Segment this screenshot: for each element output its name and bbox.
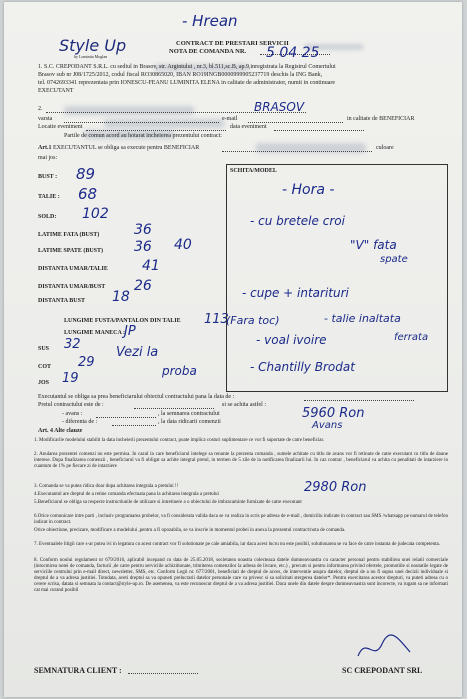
latime-spate-extra: 40	[174, 237, 192, 253]
party2-label: 2.	[38, 106, 43, 112]
art2-line: Executantul se obliga sa prea beneficiarului obiectul contractului pana la data de :	[38, 394, 235, 400]
avans-label: - avans :	[62, 411, 83, 417]
diferenta-handwritten: 2980 Ron	[304, 480, 367, 495]
party1-line2: Brasov sub nr J08/1725/2012, codul fiscal RO30865020, IBAN RO19INGB0000999905237719 deschis la ING Bank,	[38, 72, 323, 78]
bust-value: 89	[76, 165, 96, 183]
schita-line10: - Chantilly Brodat	[250, 360, 355, 374]
clause-8: 8. Conform noului regulament nr 679/2016, aplicabil incepand cu data de 25.05.2018, societatea noastra colecteaza datele dumneavoastra cu caracter personal pentru stabilirea unei relatii comerciale (intocmirea notei de comanda, facturii ,de catre pentru serviciile achizitionate, trimiterea comenzilor la adresa de livrare, etc.) , precum si pentru informarea privind ofertele, promotiile si noutatile legate de serviciile centrului prin e-mail direct, newsletter, SMS, etc. Conform Legii nr. 677/2001, beneficiati de dreptul de acces, de interventie asupra datelor, dreptul de a nu fi supus unei decizii individuale si dreptul de a va adresa justitiei. Totodata, aveti dreptul sa va opuneti prelucrarii datelor personale care va privesc si sa solicitati stergerea datelor*. Pentru exercitarea acestor drepturi, va puteti adresa cu o cerere scrisa, datata si semnata la contact@style-up.ro. De asemenea, va este recunoscut dreptul de a va adresa justitiei. Daca unele din datele despre dumneavoastra sunt incorecte, va rugam sa ne informati cat mai curand posibil	[34, 558, 448, 594]
schita-line8: - voal ivoire	[256, 333, 327, 347]
locatie-line	[86, 130, 226, 131]
data-eveniment-label: data eveniment	[230, 124, 267, 130]
art4-label: Art. 4 Alte clauze	[38, 428, 83, 434]
maneca-value: JP	[124, 324, 136, 339]
note-vezi-la: Vezi la	[116, 345, 159, 360]
redaction	[104, 119, 224, 128]
email-label: e-mail	[222, 116, 238, 122]
clause-3: 3. Comanda se va putea ridica doar dupa achitarea integrala a pretului !!	[34, 484, 179, 489]
note-proba: proba	[162, 364, 197, 378]
culoare-label: culoare	[376, 145, 394, 151]
mai-jos: mai jos:	[38, 155, 58, 161]
art2-date-line	[304, 400, 414, 401]
umar-talie-value: 41	[142, 258, 160, 274]
clause-5: 5.Beneficiarul se obliga sa respecte instructiunile de utilizare si intretinere a o obiectului de imbracaminte furnizate de catre executant	[34, 500, 302, 505]
schita-line3: "V" fata	[350, 238, 397, 252]
schita-title: SCHITA/MODEL	[230, 168, 277, 174]
latime-spate-label: LATIME SPATE (BUST)	[38, 248, 104, 254]
comun-acord: Partile de comun acord au hotarat incheierea prezentului contract:	[64, 133, 222, 139]
dist-bust-value: 18	[112, 289, 130, 305]
maneca-label: LUNGIME MANECA :	[64, 330, 125, 336]
redaction	[64, 106, 194, 115]
contract-subtitle: NOTA DE COMANDA NR.	[169, 48, 247, 55]
company-signature-scribble	[354, 632, 414, 664]
clause-7: 7. Eventualele litigii care s-ar putea ivi in legatura cu acest contract vor fi solutionate pe cale amiabila, iar daca acest lucru nu este posibil, solutionarea se va face de catre instanta de judecata competenta.	[34, 542, 440, 547]
clause-2: 2. Anularea prezentei comenzi nu este permisa. In cazul in care beneficiarul intelege sa renunte la prezenta comanda , sumele achitate cu titlu de avans vor fi retinute de catre executant cu titlu de daune interese. Dupa finalizarea comenzii , beneficiarul va fi obligat sa achite integral pretul, in termen de 5 zile de la notificarea finalizarii lui. In caz contrar , beneficiarul va achita cu penalitati de intarziere in cuantum de 1% pe fiecare zi de intarziere	[34, 452, 448, 470]
email-line	[248, 122, 343, 123]
contract-title: CONTRACT DE PRESTARI SERVICII	[176, 40, 289, 47]
schita-line2: - cu bretele croi	[250, 214, 345, 228]
bust-label: BUST :	[38, 174, 58, 180]
art3-line-b: si se achita astfel :	[222, 402, 266, 408]
jos-value: 19	[62, 371, 79, 386]
clause-6: 6.Orice comunicare intre parti , inclusiv programarea probelor, va fi considerata valida daca se va realiza in scris pe adresa de e-mail , domiciliu indicate in contract sau SMS /whatsapp pe numarul de telefon indicat in contract.	[34, 514, 448, 526]
sold-value: 102	[82, 206, 109, 222]
city: BRASOV	[254, 100, 305, 114]
cot-value: 29	[78, 355, 95, 370]
order-number: 5 04 25	[266, 45, 320, 61]
clause-6b: Orice obiectiune, precizare, modificare a modelului ,pentru a fi opozabila, se va inscrie in momentul probei in anexa la prezentul contract/nota de comanda.	[34, 528, 346, 533]
latime-spate-value: 36	[134, 239, 152, 255]
client-signature-label: SEMNATURA CLIENT :	[34, 666, 122, 675]
handwritten-top: - Hrean	[182, 12, 238, 30]
beneficiar-label: in calitate de BENEFICIAR	[347, 116, 415, 122]
art3-line: Pretul contractului este de :	[38, 402, 104, 408]
schita-line4: spate	[380, 254, 408, 265]
party1-line4: EXECUTANT	[38, 88, 74, 94]
schita-line1: - Hora -	[282, 182, 335, 198]
diferenta-label: - diferenta de :	[62, 419, 98, 425]
logo-subtitle: by Luminita Moglan	[74, 54, 108, 59]
art1-text: EXECUTANTUL se obliga sa execute pentru BENEFICIAR	[53, 145, 200, 151]
latime-fata-value: 36	[134, 222, 152, 238]
avans-line	[96, 417, 156, 418]
sold-label: SOLD:	[38, 214, 57, 220]
party1-line3: tel. 0742693341 reprezentata prin IONESCU-FEANU LUMINITA ELENA in calitate de administrator, numit in continuare	[38, 80, 336, 86]
data-eveniment-line	[274, 130, 364, 131]
fusta-label: LUNGIME FUSTA/PANTALON DIN TALIE	[64, 318, 181, 324]
schita-box	[226, 164, 448, 392]
clause-4: 4.Executantul are dreptul de a retine comanda efectuata pana la achitarea integrala a pretului	[34, 492, 219, 497]
diferenta-text: , la data ridicarii comenzii	[158, 419, 221, 425]
umar-bust-value: 26	[134, 278, 152, 294]
schita-line9: ferrata	[394, 332, 429, 343]
client-signature-line	[128, 673, 198, 674]
latime-fata-label: LATIME FATA (BUST)	[38, 232, 100, 238]
locatie-label: Locatie eveniment	[38, 124, 83, 130]
sus-value: 32	[64, 337, 81, 352]
schita-line5: - cupe + intarituri	[242, 286, 349, 300]
art1-line	[222, 151, 372, 152]
price-handwritten: 5960 Ron	[302, 406, 365, 421]
diferenta-line	[112, 425, 156, 426]
cot-label: COT	[38, 364, 52, 370]
contract-page	[4, 2, 462, 697]
avans-handwritten: Avans	[312, 420, 343, 431]
fusta-value: 113	[204, 312, 229, 327]
party1-line1: 1. S.C. CREPODANT S.R.L. cu sediul in Brasov, str. Argintului , nr.3, bl.511,sc.B, ap.9,inregistrata la Registrul Comertului	[38, 64, 336, 70]
varsta-label: varsta	[38, 116, 53, 122]
art3-price-line	[134, 408, 214, 409]
art1-label: Art.1	[38, 145, 52, 151]
avans-text: , la semnarea contractului	[158, 411, 220, 417]
dist-bust-label: DISTANTA BUST	[38, 298, 85, 304]
varsta-line	[64, 122, 219, 123]
jos-label: JOS	[38, 380, 50, 386]
umar-bust-label: DISTANTA UMAR/BUST	[38, 284, 106, 290]
umar-talie-label: DISTANTA UMAR/TALIE	[38, 266, 108, 272]
schita-line7: - talie inaltata	[324, 312, 401, 325]
company-signature: SC CREPODANT SRL	[342, 666, 423, 675]
schita-line6: (Fara toc)	[226, 314, 280, 327]
sus-label: SUS	[38, 346, 50, 352]
clause-1: 1. Modificarile modelului stabilit la data incheierii prezentului contract, poate implica costuri suplimentare ce vor fi suportate de catre beneficiar.	[34, 438, 325, 443]
talie-value: 68	[78, 185, 98, 203]
talie-label: TALIE :	[38, 194, 60, 200]
logo: Style Up	[59, 36, 127, 55]
